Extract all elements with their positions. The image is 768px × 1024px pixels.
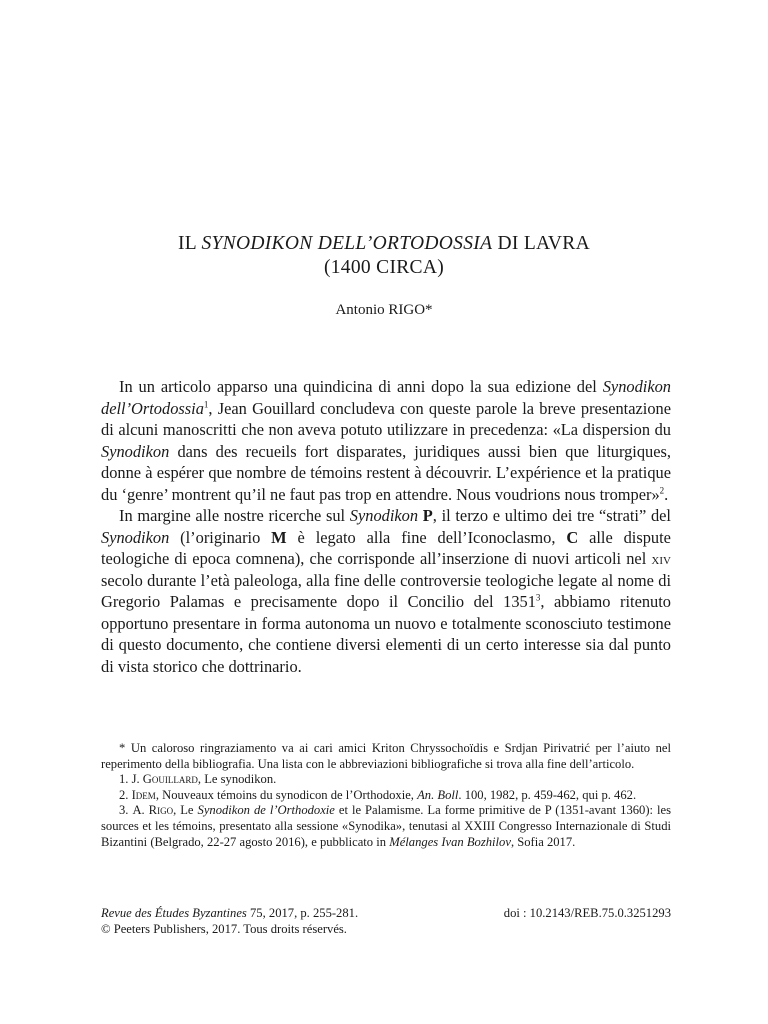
footnote-3-italic-title: Synodikon de l’Orthodoxie: [197, 803, 335, 818]
p2-text-3: (l’originario: [180, 527, 261, 547]
journal-name: Revue des Études Byzantines: [101, 906, 247, 920]
p1-text-2: , Jean Gouillard concludeva con queste parole la breve presentazione di alcuni manoscritti che non aveva potuto utilizzare in precedenza: «La dispersion du: [101, 398, 671, 439]
footnote-2-author: Idem: [131, 787, 156, 802]
author-name: Antonio RIGO*: [335, 302, 433, 318]
title-line-1: [96, 232, 672, 256]
p2-bold-m: M: [271, 527, 287, 547]
p2-bold-p: P: [422, 506, 433, 525]
p2-text-4: è legato alla fine dell’Iconoclasmo,: [297, 527, 556, 547]
footnote-3: [101, 803, 671, 850]
p2-bold-c: C: [566, 527, 579, 547]
copyright-notice: © Peeters Publishers, 2017. Tous droits réservés.: [101, 921, 347, 936]
p1-italic-1: Synodikon dell’Ortodossia: [101, 377, 671, 418]
p2-italic-1: Synodikon: [349, 506, 419, 525]
p1-text-3: dans des recueils fort disparates, juridiques aussi bien que liturgiques, donne à espérer que nombre de témoins restent à découvrir. L’expérience et la pratique du ‘genre’ montrent qu’il ne faut pas trop en attendre. Nous voudrions nous tromper»: [101, 441, 672, 504]
footnote-ref-1[interactable]: 1: [203, 399, 209, 410]
title-italic: SYNODIKON DELL’ORTODOSSIA: [201, 233, 493, 254]
footnote-3-italic-volume: Mélanges Ivan Bozhilov: [389, 834, 511, 849]
p1-text-4: .: [664, 484, 669, 504]
footer-row: [101, 906, 671, 922]
p1-italic-2: Synodikon: [101, 441, 170, 461]
footnote-3-number: 3.: [119, 803, 129, 818]
footnote-2-journal: An. Boll: [417, 787, 459, 802]
paragraph-1: [101, 376, 671, 505]
p2-text-6: secolo durante l’età paleologa, alla fine delle controversie teologiche legate al nome di Gregorio Palamas e precisamente dopo il Concilio del 1351: [101, 570, 671, 611]
footnotes: [101, 741, 671, 850]
footnote-star: * Un caloroso ringraziamento va ai cari amici Kriton Chryssochoïdis e Srdjan Pirivatrić per l’aiuto nel reperimento della bibliografia. Una lista con le abbreviazioni bibliografiche si trova alla fine dell’articolo.: [101, 741, 671, 771]
footnote-1: [101, 772, 671, 788]
footnote-2: [101, 788, 671, 804]
p2-text-1: In margine alle nostre ricerche sul: [119, 506, 346, 525]
p2-smallcaps-century: xiv: [651, 549, 671, 568]
footnote-1-text: , Le synodikon.: [197, 772, 277, 787]
article-title: [96, 232, 672, 280]
footnote-2-text-1: , Nouveaux témoins du synodicon de l’Orthodoxie,: [155, 787, 414, 802]
footnote-3-author: A. Rigo: [132, 803, 174, 818]
title-suffix: DI LAVRA: [497, 233, 590, 254]
paragraph-2: [101, 505, 671, 677]
p1-text-1: In un articolo apparso una quindicina di anni dopo la sua edizione del: [119, 377, 597, 396]
footnote-2-text-2: . 100, 1982, p. 459-462, qui p. 462.: [458, 787, 637, 802]
footnote-ref-2[interactable]: 2: [659, 485, 665, 496]
footnote-ref-3[interactable]: 3: [535, 592, 541, 603]
footnote-3-text-3: , Sofia 2017.: [510, 834, 576, 849]
journal-volume: 75, 2017, p. 255-281.: [250, 906, 359, 920]
footnote-1-number: 1.: [119, 772, 129, 787]
article-body: [101, 376, 671, 677]
title-line-2: (1400 CIRCA): [323, 257, 445, 278]
p2-text-5: alle dispute teologiche di epoca comnena), che corrisponde all’inserzione di nuovi articoli nel: [101, 527, 671, 568]
footnote-3-text-1: , Le: [173, 803, 194, 818]
p2-text-2: , il terzo e ultimo dei tre “strati” del: [432, 506, 671, 525]
page-footer: [101, 906, 671, 937]
p2-text-7: , abbiamo ritenuto opportuno presentare in forma autonoma un nuovo e totalmente sconosciuto testimone di questo documento, che contiene diversi elementi di un certo interesse sia dal punto di vista storico che dottrinario.: [101, 592, 671, 676]
footnote-1-author: J. Gouillard: [131, 772, 198, 787]
p2-italic-2: Synodikon: [101, 527, 170, 547]
doi-link[interactable]: doi : 10.2143/REB.75.0.3251293: [503, 906, 671, 920]
title-prefix: IL: [177, 233, 197, 254]
footnote-3-text-2: et le Palamisme. La forme primitive de P (1351-avant 1360): les sources et les témoins, presentato alla sessione «Synodika», tenutasi al XXIII Congresso Internazionale di Studi Bizantini (Belgrado, 22-27 agosto 2016), e pubblicato in: [101, 803, 671, 849]
footnote-2-number: 2.: [119, 787, 129, 802]
journal-citation: [101, 906, 358, 922]
